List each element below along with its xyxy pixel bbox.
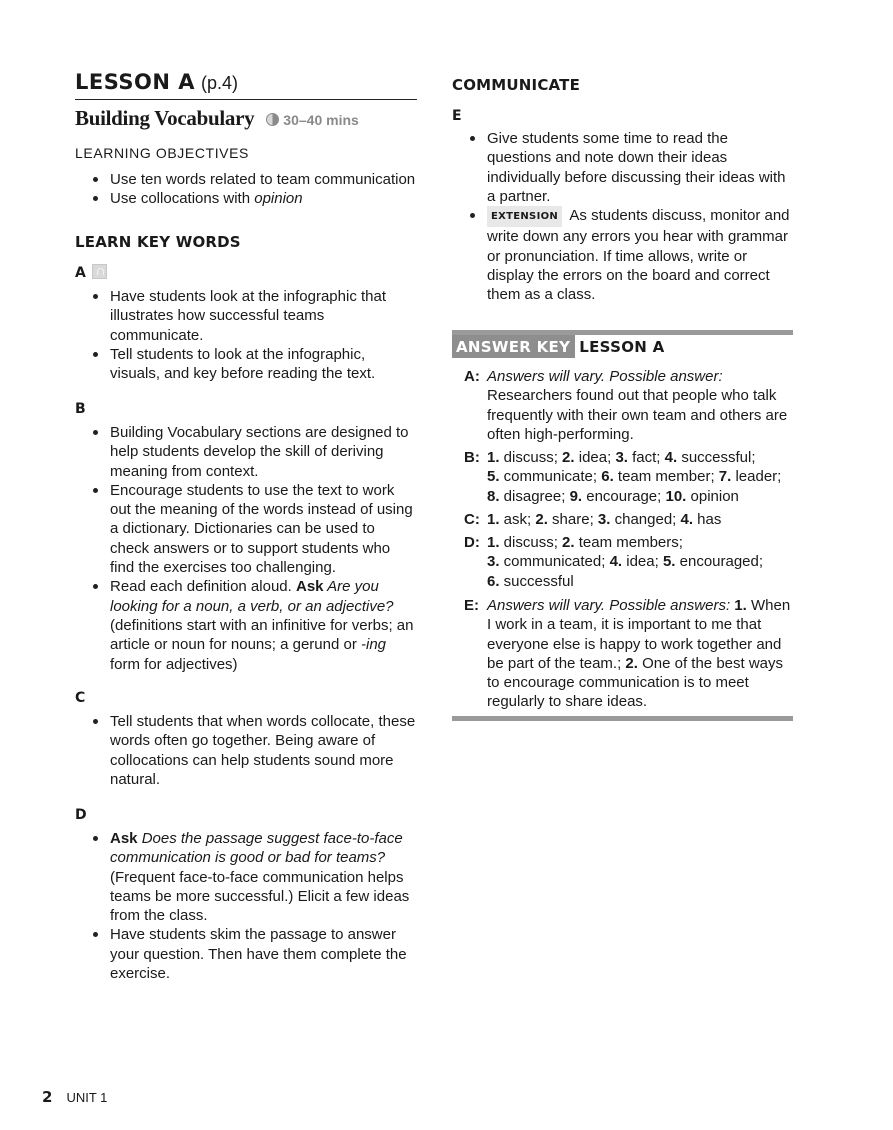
list-item: Encourage students to use the text to work out the meaning of the words instead of using a dictionary. Dictionaries can be used to check answers or to support students who find the exercises too challenging. [75, 481, 417, 577]
part-c-label: C [75, 690, 86, 706]
answer-a: A: Answers will vary. Possible answer: Researchers found out that people who talk frequently with their own team and others are often high-performing. [464, 368, 788, 443]
part-b-list [75, 423, 417, 674]
page-number: 2 [42, 1088, 53, 1106]
lesson-header [75, 70, 417, 100]
extension-badge: EXTENSION [487, 206, 562, 227]
list-item: Ask Does the passage suggest face-to-face communication is good or bad for teams? (Frequent face-to-face communication helps teams be more successful.) Elicit a few ideas from the class. [75, 829, 417, 925]
part-c-list [75, 712, 417, 789]
list-item: Read each definition aloud. Ask Are you looking for a noun, a verb, or an adjective? (definitions start with an infinitive for verbs; an article or noun for nouns; a gerund or -ing form for adjectives) [75, 577, 417, 673]
list-item: Have students skim the passage to answer your question. Then have them complete the exercise. [75, 925, 417, 983]
lesson-page-ref: (p.4) [201, 73, 239, 93]
list-item: Tell students that when words collocate, these words often go together. Being aware of collocations can help students sound more natural. [75, 712, 417, 789]
communicate-heading: COMMUNICATE [452, 76, 581, 94]
part-d-list [75, 829, 417, 983]
answer-b: B: 1. discuss; 2. idea; 3. fact; 4. successful; 5. communicate; 6. team member; 7. leader; 8. disagree; 9. encourage; 10. opinion [464, 448, 794, 506]
objectives-heading: LEARNING OBJECTIVES [75, 145, 249, 161]
lesson-title: LESSON A [75, 70, 196, 94]
part-a-label: A [75, 264, 107, 281]
clock-half-icon [266, 113, 279, 126]
answer-key-lesson: LESSON A [579, 338, 665, 356]
list-item: Use ten words related to team communication [75, 170, 417, 189]
section-time: 30–40 mins [283, 112, 359, 128]
section-title: Building Vocabulary [75, 106, 255, 130]
list-item: Building Vocabulary sections are designed to help students develop the skill of deriving meaning from context. [75, 423, 417, 481]
answer-key-bottom-rule [452, 716, 793, 721]
answer-e: E: Answers will vary. Possible answers: 1. When I work in a team, it is important to me that everyone else is happy to work together and be part of the team.; 2. One of the best ways to encourage communication is to meet regularly to share ideas. [464, 597, 791, 711]
page-footer [42, 1088, 107, 1106]
answer-c: C: 1. ask; 2. share; 3. changed; 4. has [464, 511, 722, 528]
part-b-label: B [75, 401, 86, 417]
answer-d: D: 1. discuss; 2. team members; 3. communicated; 4. idea; 5. encouraged; 6. successful [464, 534, 764, 590]
section-title-row [75, 106, 359, 131]
list-item: Use collocations with opinion [75, 189, 417, 208]
audio-icon[interactable] [92, 264, 107, 279]
part-e-list [452, 129, 794, 305]
unit-label: UNIT 1 [66, 1090, 108, 1105]
list-item: Have students look at the infographic that illustrates how successful teams communicate. [75, 287, 417, 345]
list-item: Tell students to look at the infographic, visuals, and key before reading the text. [75, 345, 417, 384]
answer-key-label: ANSWER KEY [452, 335, 575, 358]
objectives-list [75, 170, 417, 209]
part-d-label: D [75, 807, 87, 823]
list-item: EXTENSION As students discuss, monitor and write down any errors you hear with grammar or pronunciation. If time allows, write or display the errors on the board and correct them as a class. [452, 206, 794, 304]
learn-key-words-heading: LEARN KEY WORDS [75, 233, 241, 251]
list-item: Give students some time to read the questions and note down their ideas individually before discussing their ideas with a partner. [452, 129, 794, 206]
part-e-label: E [452, 108, 462, 124]
part-a-list [75, 287, 417, 383]
answer-b-list: 1. discuss; 2. idea; 3. fact; 4. successful; 5. communicate; 6. team member; 7. leader; 8. disagree; 9. encourage; 10. opinion [487, 449, 782, 505]
answer-key-header [452, 335, 793, 359]
